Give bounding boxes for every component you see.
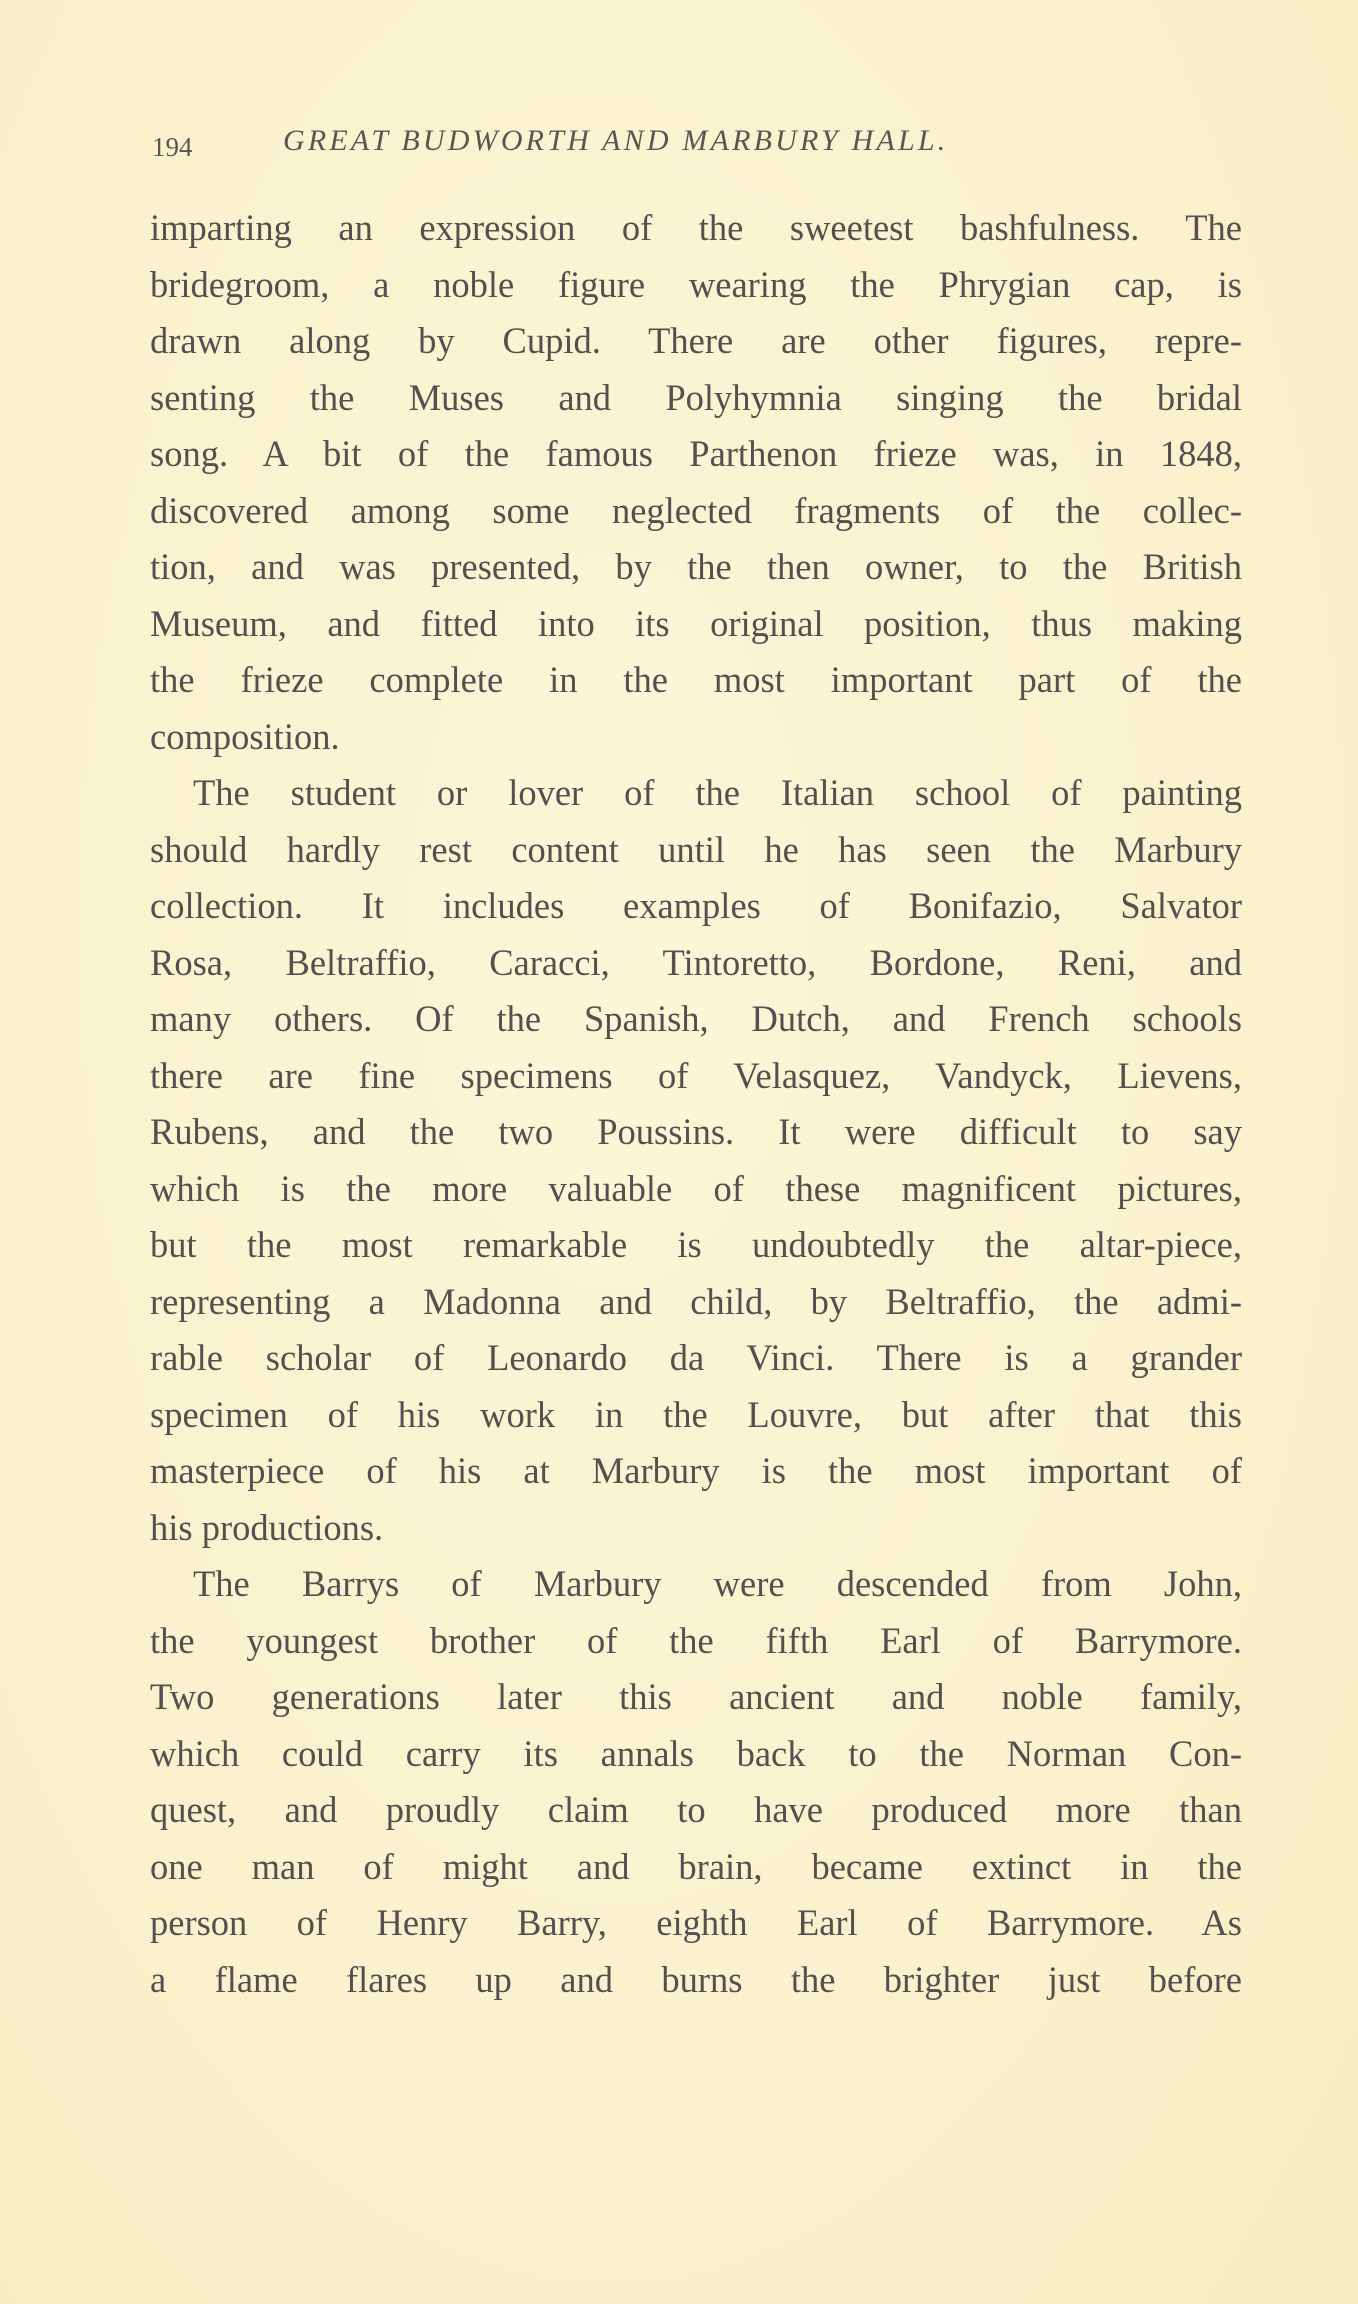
text-line: a flame flares up and burns the brighter just before bbox=[150, 1958, 1242, 2000]
text-line: which is the more valuable of these magnificent pictures, bbox=[150, 1167, 1242, 1209]
text-line: one man of might and brain, became extinct in the bbox=[150, 1845, 1242, 1887]
text-line: there are fine specimens of Velasquez, Vandyck, Lievens, bbox=[150, 1054, 1242, 1096]
text-line: drawn along by Cupid. There are other figures, repre- bbox=[150, 320, 1242, 361]
running-title: GREAT BUDWORTH AND MARBURY HALL. bbox=[283, 124, 949, 157]
text-line: his productions. bbox=[150, 1506, 384, 1548]
body-text bbox=[150, 200, 1242, 2008]
text-line: person of Henry Barry, eighth Earl of Barrymore. As bbox=[150, 1902, 1242, 1943]
text-line: masterpiece of his at Marbury is the most important of bbox=[150, 1450, 1242, 1491]
text-line: The Barrys of Marbury were descended from John, bbox=[193, 1563, 1242, 1604]
text-line: composition. bbox=[150, 715, 340, 757]
page-number: 194 bbox=[152, 132, 193, 162]
text-line: Two generations later this ancient and noble family, bbox=[150, 1676, 1242, 1717]
text-line: specimen of his work in the Louvre, but after that this bbox=[150, 1393, 1242, 1435]
paragraph-1 bbox=[150, 200, 1242, 765]
text-line: Rubens, and the two Poussins. It were difficult to say bbox=[150, 1111, 1242, 1152]
text-line: many others. Of the Spanish, Dutch, and French schools bbox=[150, 998, 1242, 1039]
text-line: bridegroom, a noble figure wearing the Phrygian cap, is bbox=[150, 263, 1242, 305]
paragraph-3 bbox=[150, 1556, 1242, 2008]
text-line: which could carry its annals back to the Norman Con- bbox=[150, 1732, 1242, 1774]
text-line: discovered among some neglected fragments of the collec- bbox=[150, 489, 1242, 531]
text-line: Museum, and fitted into its original position, thus making bbox=[150, 602, 1242, 644]
text-line: tion, and was presented, by the then owner, to the British bbox=[150, 546, 1242, 587]
text-line: should hardly rest content until he has seen the Marbury bbox=[150, 828, 1242, 870]
text-line: song. A bit of the famous Parthenon frieze was, in 1848, bbox=[150, 433, 1242, 474]
text-line: Rosa, Beltraffio, Caracci, Tintoretto, Bordone, Reni, and bbox=[150, 941, 1242, 983]
text-line: quest, and proudly claim to have produced more than bbox=[150, 1789, 1242, 1830]
text-line: representing a Madonna and child, by Beltraffio, the admi- bbox=[150, 1280, 1242, 1322]
text-line: the youngest brother of the fifth Earl of Barrymore. bbox=[150, 1619, 1242, 1661]
text-line: imparting an expression of the sweetest bashfulness. The bbox=[150, 207, 1242, 248]
text-line: rable scholar of Leonardo da Vinci. There is a grander bbox=[150, 1337, 1242, 1378]
paragraph-2 bbox=[150, 765, 1242, 1556]
text-line: senting the Muses and Polyhymnia singing the bridal bbox=[150, 376, 1242, 418]
text-line: collection. It includes examples of Bonifazio, Salvator bbox=[150, 885, 1242, 926]
text-line: the frieze complete in the most important part of the bbox=[150, 659, 1242, 700]
text-line: The student or lover of the Italian school of painting bbox=[193, 772, 1242, 813]
text-line: but the most remarkable is undoubtedly the altar-piece, bbox=[150, 1224, 1242, 1265]
running-header bbox=[152, 124, 1122, 164]
